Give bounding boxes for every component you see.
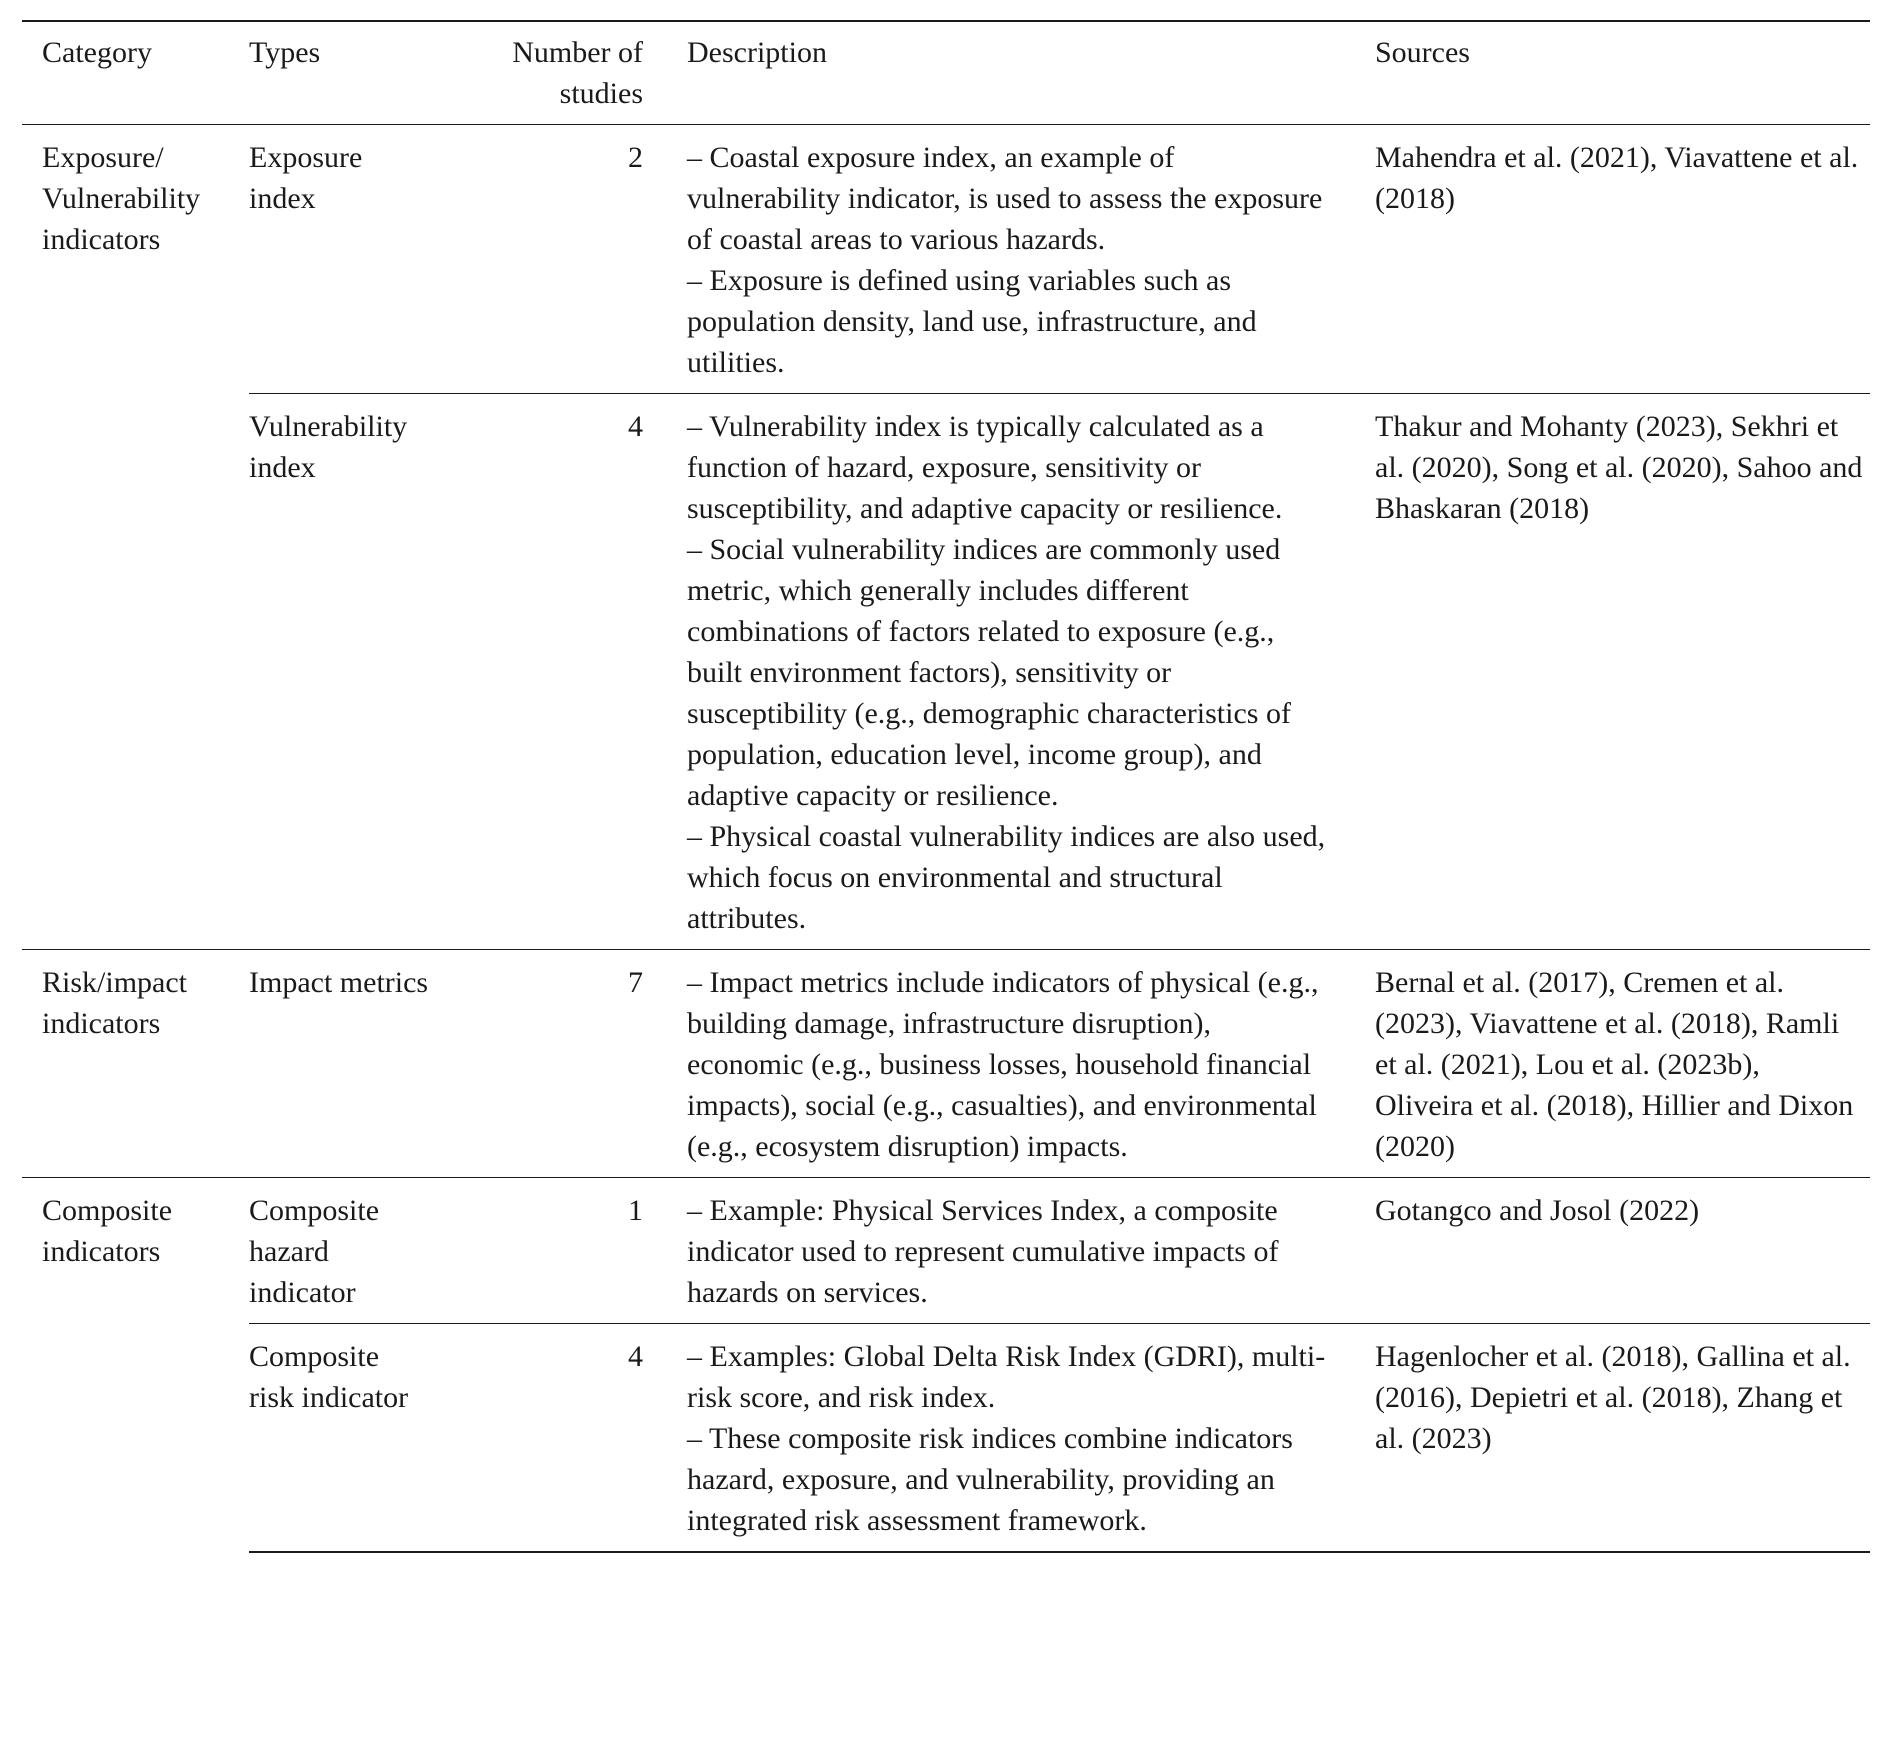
table-row: [22, 394, 1870, 950]
header-sources: Sources: [1375, 36, 1470, 69]
header-description: Description: [687, 36, 827, 69]
cell-description: [665, 1178, 1353, 1324]
cell-sources: Bernal et al. (2017), Cremen et al. (2023), Viavattene et al. (2018), Ramli et al. (2021), Lou et al. (2023b), Oliveira et al. (2018), Hillier and Dixon (2020): [1353, 950, 1870, 1178]
table-body: [22, 125, 1870, 1553]
cell-description: [665, 1324, 1353, 1553]
cell-type: Exposure index: [249, 141, 363, 215]
description-line: – Physical coastal vulnerability indices are also used, which focus on environmental and structural attributes.: [687, 820, 1326, 935]
cell-number: 2: [628, 141, 643, 174]
table-row: [22, 950, 1870, 1178]
cell-description: [665, 125, 1353, 394]
header-category: Category: [42, 36, 152, 69]
cell-category: Risk/impact indicators: [22, 950, 249, 1178]
description-line: – Coastal exposure index, an example of vulnerability indicator, is used to assess the exposure of coastal areas to various hazards.: [687, 141, 1323, 256]
cell-category: Exposure/ Vulnerability indicators: [42, 141, 201, 256]
cell-number: 7: [429, 950, 665, 1178]
cell-number: 4: [429, 394, 665, 950]
header-number-of-studies: [429, 21, 665, 125]
cell-type: Vulnerability index: [249, 394, 429, 950]
cell-sources: Mahendra et al. (2021), Viavattene et al. (2018): [1375, 141, 1859, 215]
description-line: – Example: Physical Services Index, a composite indicator used to represent cumulative impacts of hazards on services.: [687, 1194, 1279, 1309]
table-header: [22, 21, 1870, 125]
cell-sources: Hagenlocher et al. (2018), Gallina et al. (2016), Depietri et al. (2018), Zhang et al. (2023): [1353, 1324, 1870, 1553]
cell-number: 1: [429, 1178, 665, 1324]
description-line: – Vulnerability index is typically calculated as a function of hazard, exposure, sensitivity or susceptibility, and adaptive capacity or resilience.: [687, 410, 1283, 525]
cell-sources: Gotangco and Josol (2022): [1353, 1178, 1870, 1324]
indicator-table: [22, 20, 1870, 1553]
table-row: [22, 125, 1870, 394]
description-line: – Examples: Global Delta Risk Index (GDRI), multi-risk score, and risk index.: [687, 1340, 1326, 1414]
cell-type: Composite hazard indicator: [249, 1178, 429, 1324]
cell-type: Composite risk indicator: [249, 1324, 429, 1553]
header-number-text: Number of studies: [512, 36, 643, 110]
cell-description: [665, 394, 1353, 950]
table-row: [22, 1178, 1870, 1324]
description-line: – Social vulnerability indices are commonly used metric, which generally includes different combinations of factors related to exposure (e.g., built environment factors), sensitivity or susceptibility (e.g., demographic characteristics of population, education level, income group), and adaptive capacity or resilience.: [687, 533, 1291, 812]
cell-number: 4: [429, 1324, 665, 1553]
indicator-table-container: [22, 20, 1870, 1553]
header-row: [22, 21, 1870, 125]
header-types: Types: [249, 36, 321, 69]
cell-type: Impact metrics: [249, 950, 429, 1178]
description-line: – Impact metrics include indicators of physical (e.g., building damage, infrastructure disruption), economic (e.g., business losses, household financial impacts), social (e.g., casualties), and environmental (e.g., ecosystem disruption) impacts.: [687, 966, 1319, 1163]
cell-description: [665, 950, 1353, 1178]
table-row: [22, 1324, 1870, 1553]
cell-sources: Thakur and Mohanty (2023), Sekhri et al. (2020), Song et al. (2020), Sahoo and Bhaskaran (2018): [1353, 394, 1870, 950]
description-line: – These composite risk indices combine indicators hazard, exposure, and vulnerability, providing an integrated risk assessment framework.: [687, 1422, 1293, 1537]
cell-category: Composite indicators: [22, 1178, 249, 1553]
description-line: – Exposure is defined using variables such as population density, land use, infrastructure, and utilities.: [687, 264, 1257, 379]
